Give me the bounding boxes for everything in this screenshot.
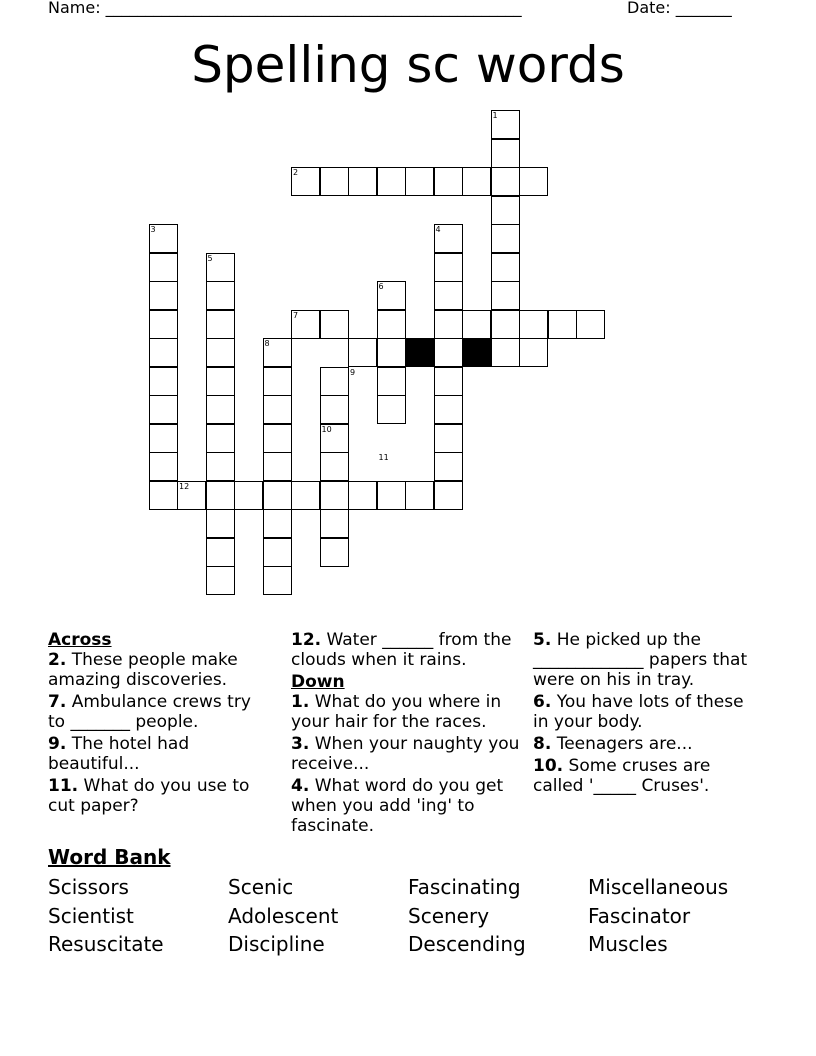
clue-down-5 — [533, 630, 753, 690]
crossword-cell[interactable] — [206, 538, 235, 567]
clue-text: What do you where in your hair for the races. — [291, 692, 502, 732]
crossword-cell[interactable] — [377, 338, 406, 367]
word-bank-item: Scenic — [228, 875, 294, 899]
clue-number: 1. — [291, 692, 310, 712]
crossword-cell[interactable] — [434, 338, 463, 367]
crossword-cell[interactable] — [491, 310, 520, 339]
clue-number: 12. — [291, 630, 322, 650]
clue-text: What word do you get when you add 'ing' to fascinate. — [291, 776, 504, 836]
crossword-cell[interactable] — [206, 424, 235, 453]
clue-number: 3. — [291, 734, 310, 754]
crossword-cell[interactable] — [320, 367, 349, 396]
crossword-cell[interactable] — [206, 367, 235, 396]
crossword-cell[interactable] — [263, 566, 292, 595]
clue-number-label: 1 — [492, 111, 498, 120]
crossword-cell[interactable] — [320, 395, 349, 424]
crossword-cell[interactable] — [377, 481, 406, 510]
crossword-cell[interactable] — [434, 253, 463, 282]
crossword-cell[interactable] — [491, 196, 520, 225]
crossword-cell[interactable] — [149, 310, 178, 339]
word-bank-item: Discipline — [228, 932, 325, 956]
crossword-cell[interactable] — [434, 424, 463, 453]
crossword-cell[interactable] — [434, 281, 463, 310]
clue-number-label: 10 — [321, 424, 332, 434]
clue-text: Ambulance crews try to _______ people. — [48, 692, 251, 732]
crossword-cell[interactable] — [149, 481, 178, 510]
clue-number: 10. — [533, 756, 564, 776]
crossword-cell[interactable] — [320, 538, 349, 567]
crossword-cell[interactable] — [519, 310, 548, 339]
crossword-cell[interactable] — [491, 224, 520, 253]
word-bank-item: Fascinating — [408, 875, 521, 899]
crossword-cell[interactable] — [263, 481, 292, 510]
crossword-cell[interactable] — [206, 509, 235, 538]
crossword-cell[interactable] — [320, 167, 349, 196]
clue-number-label: 8 — [264, 339, 270, 348]
crossword-cell[interactable] — [491, 139, 520, 168]
word-bank-item: Descending — [408, 932, 526, 956]
crossword-cell[interactable] — [434, 367, 463, 396]
word-bank-item: Resuscitate — [48, 932, 164, 956]
clue-number: 6. — [533, 692, 552, 712]
crossword-cell[interactable] — [434, 167, 463, 196]
crossword-cell[interactable] — [206, 481, 235, 510]
clue-number-label: 9 — [350, 367, 356, 377]
page-title: Spelling sc words — [191, 36, 625, 94]
clue-number: 2. — [48, 650, 67, 670]
word-bank-item: Scissors — [48, 875, 129, 899]
crossword-cell[interactable] — [320, 452, 349, 481]
crossword-cell[interactable] — [519, 338, 548, 367]
crossword-cell[interactable] — [576, 310, 605, 339]
word-bank-item: Muscles — [588, 932, 668, 956]
clue-down-1 — [291, 692, 521, 732]
clue-text: He picked up the _____________ papers that were on his in tray. — [533, 630, 748, 690]
word-bank-item: Adolescent — [228, 904, 339, 928]
clue-number-label: 6 — [378, 282, 384, 291]
crossword-cell[interactable] — [348, 167, 377, 196]
clue-across-9 — [48, 734, 273, 774]
crossword-cell[interactable] — [434, 310, 463, 339]
crossword-cell[interactable] — [548, 310, 577, 339]
clue-across-7 — [48, 692, 273, 732]
crossword-cell[interactable] — [149, 338, 178, 367]
word-bank-item: Scientist — [48, 904, 134, 928]
clue-number-label: 2 — [293, 168, 299, 177]
clue-across-2 — [48, 650, 273, 690]
crossword-cell[interactable] — [377, 367, 406, 396]
crossword-cell[interactable] — [320, 481, 349, 510]
crossword-cell[interactable] — [149, 424, 178, 453]
crossword-cell[interactable] — [377, 395, 406, 424]
crossword-cell[interactable] — [291, 481, 320, 510]
word-bank-title: Word Bank — [48, 845, 171, 869]
clue-down-4 — [291, 776, 521, 836]
clue-number-label: 5 — [207, 253, 213, 263]
crossword-cell[interactable] — [263, 538, 292, 567]
crossword-cell[interactable] — [263, 452, 292, 481]
crossword-cell[interactable] — [206, 338, 235, 367]
crossword-cell[interactable] — [434, 481, 463, 510]
crossword-cell[interactable] — [348, 481, 377, 510]
clue-number-label: 12 — [179, 481, 190, 491]
clues-column-3 — [533, 630, 753, 798]
crossword-cell[interactable] — [149, 452, 178, 481]
crossword-cell[interactable] — [405, 481, 434, 510]
crossword-cell[interactable] — [405, 167, 434, 196]
clue-down-10 — [533, 756, 753, 796]
date-field-label: Date: _______ — [627, 0, 732, 17]
crossword-cell[interactable] — [491, 167, 520, 196]
word-bank-item: Miscellaneous — [588, 875, 729, 899]
crossword-cell[interactable] — [491, 253, 520, 282]
clues-column-2 — [291, 630, 521, 838]
clue-number: 4. — [291, 776, 310, 796]
clue-number: 9. — [48, 734, 67, 754]
crossword-cell[interactable] — [149, 395, 178, 424]
crossword-cell[interactable] — [263, 367, 292, 396]
crossword-cell[interactable] — [206, 566, 235, 595]
clue-number-label: 4 — [435, 225, 441, 234]
word-bank-item: Fascinator — [588, 904, 691, 928]
crossword-cell[interactable] — [149, 281, 178, 310]
crossword-cell[interactable] — [149, 253, 178, 282]
clue-text: You have lots of these in your body. — [533, 692, 744, 732]
clue-number: 11. — [48, 776, 79, 796]
crossword-cell[interactable] — [462, 310, 491, 339]
clue-text: Some cruses are called '_____ Cruses'. — [533, 756, 711, 796]
clue-across-11 — [48, 776, 273, 816]
clue-number: 5. — [533, 630, 552, 650]
crossword-cell[interactable] — [149, 367, 178, 396]
clue-text: Teenagers are... — [556, 734, 693, 754]
crossword-cell[interactable] — [206, 452, 235, 481]
crossword-cell[interactable] — [377, 310, 406, 339]
clues-column-1 — [48, 630, 273, 818]
crossword-cell[interactable] — [434, 452, 463, 481]
clue-number-label: 3 — [150, 225, 156, 234]
crossword-cell[interactable] — [348, 338, 377, 367]
clue-number: 8. — [533, 734, 552, 754]
crossword-cell[interactable] — [434, 395, 463, 424]
crossword-cell[interactable] — [491, 281, 520, 310]
clue-down-8 — [533, 734, 753, 754]
crossword-cell[interactable] — [263, 424, 292, 453]
crossword-cell[interactable] — [263, 509, 292, 538]
across-heading: Across — [48, 630, 112, 650]
crossword-cell[interactable] — [263, 395, 292, 424]
down-heading: Down — [291, 672, 345, 692]
clue-text: The hotel had beautiful... — [48, 734, 190, 774]
crossword-block — [462, 338, 491, 367]
name-field-label: Name: ____________________________________________________ — [48, 0, 522, 17]
clue-number-label: 7 — [293, 310, 299, 320]
clue-number-label: 11 — [378, 453, 389, 462]
crossword-cell[interactable] — [320, 310, 349, 339]
clue-across-12 — [291, 630, 521, 670]
clue-down-3 — [291, 734, 521, 774]
crossword-block — [405, 338, 434, 367]
crossword-cell[interactable] — [206, 395, 235, 424]
crossword-cell[interactable] — [519, 167, 548, 196]
clue-text: What do you use to cut paper? — [48, 776, 250, 816]
crossword-cell[interactable] — [491, 338, 520, 367]
crossword-cell[interactable] — [377, 167, 406, 196]
clue-number: 7. — [48, 692, 67, 712]
word-bank-item: Scenery — [408, 904, 490, 928]
crossword-cell[interactable] — [234, 481, 263, 510]
crossword-cell[interactable] — [320, 509, 349, 538]
crossword-cell[interactable] — [462, 167, 491, 196]
clue-text: Water ______ from the clouds when it rains. — [291, 630, 512, 670]
crossword-cell[interactable] — [206, 310, 235, 339]
clue-text: When your naughty you receive... — [291, 734, 520, 774]
clue-text: These people make amazing discoveries. — [48, 650, 238, 690]
clue-down-6 — [533, 692, 753, 732]
crossword-cell[interactable] — [206, 281, 235, 310]
